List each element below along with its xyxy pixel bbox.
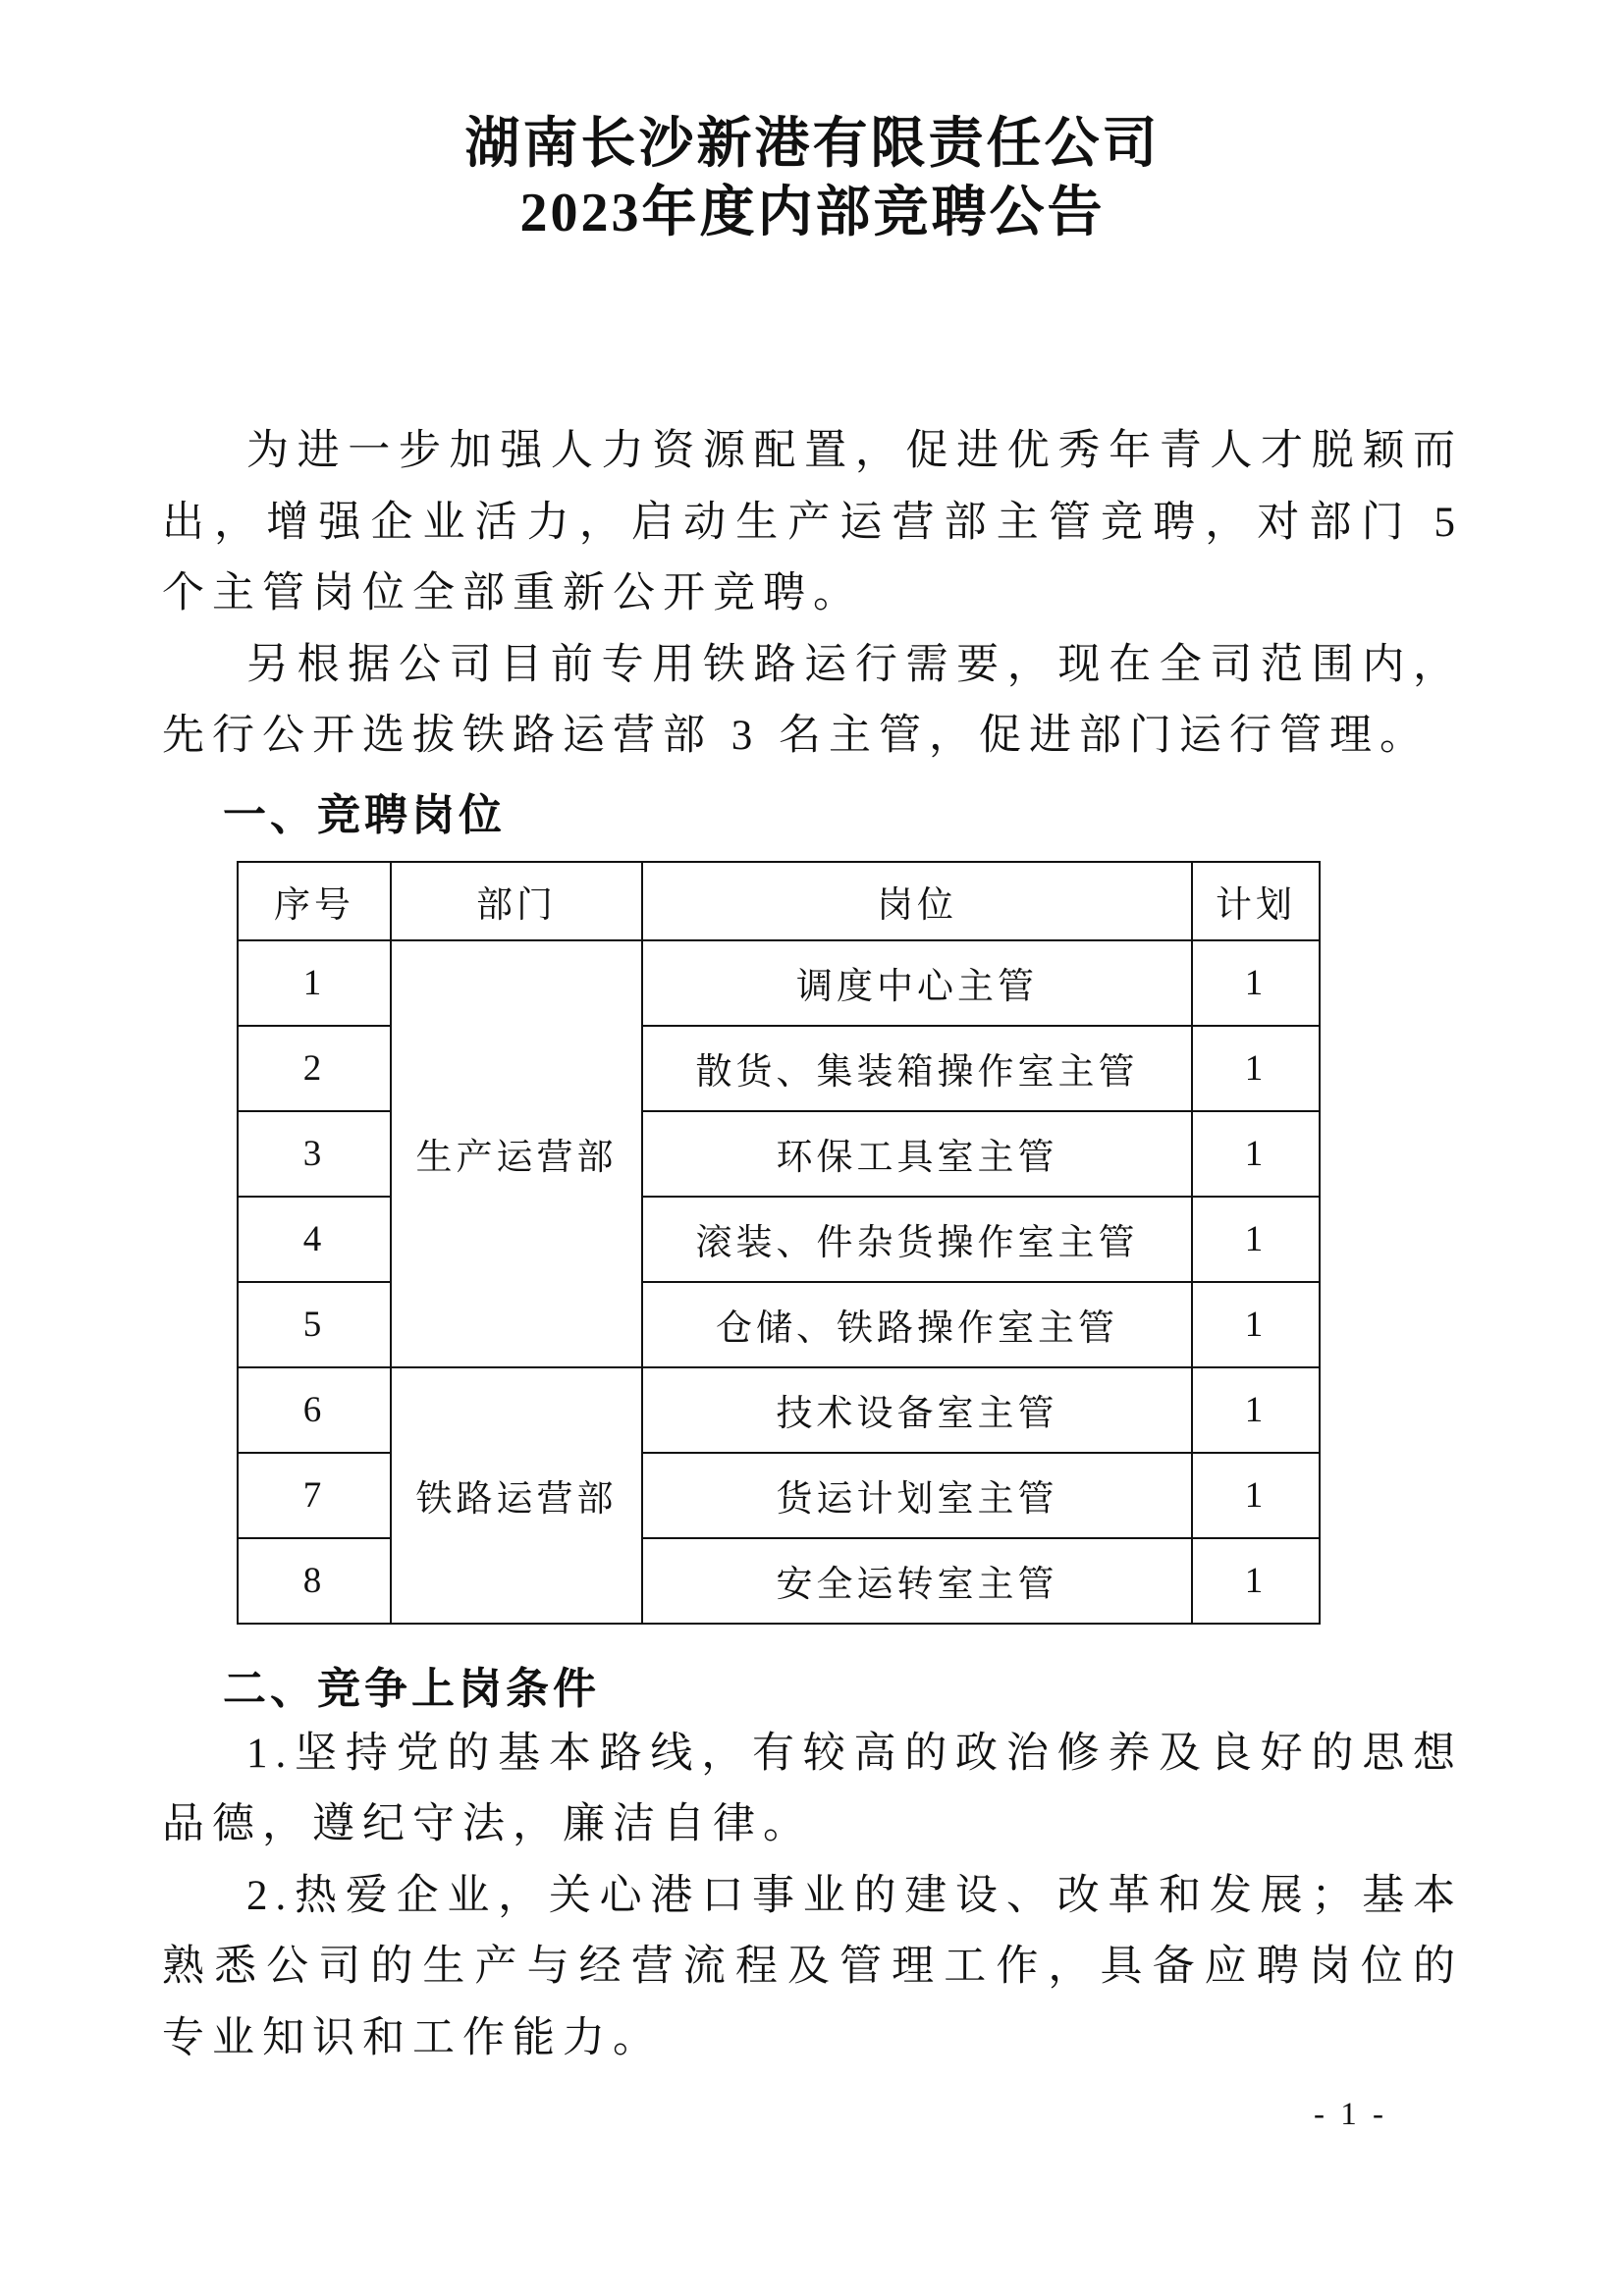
- table-cell-position: 仓储、铁路操作室主管: [642, 1282, 1192, 1367]
- condition-item-2: 2.热爱企业，关心港口事业的建设、改革和发展；基本熟悉公司的生产与经营流程及管理工作，具备应聘岗位的专业知识和工作能力。: [162, 1872, 1463, 2061]
- table-cell-no: 4: [238, 1197, 391, 1282]
- table-cell-plan: 1: [1192, 940, 1320, 1026]
- table-cell-position: 滚装、件杂货操作室主管: [642, 1197, 1192, 1282]
- table-cell-no: 1: [238, 940, 391, 1026]
- table-cell-plan: 1: [1192, 1026, 1320, 1111]
- section-1-heading: 一、竞聘岗位: [223, 790, 506, 839]
- table-row: [238, 940, 1320, 1026]
- column-header-plan: 计划: [1192, 862, 1320, 940]
- table-cell-plan: 1: [1192, 1111, 1320, 1197]
- positions-table: [237, 861, 1321, 1625]
- condition-item-1: 1.坚持党的基本路线，有较高的政治修养及良好的思想品德，遵纪守法，廉洁自律。: [162, 1730, 1463, 1847]
- column-header-no: 序号: [238, 862, 391, 940]
- table-cell-plan: 1: [1192, 1538, 1320, 1624]
- page-number: - 1 -: [1314, 2097, 1387, 2132]
- table-cell-no: 2: [238, 1026, 391, 1111]
- section-2-heading: 二、竞争上岗条件: [223, 1664, 600, 1713]
- table-cell-no: 7: [238, 1453, 391, 1538]
- title-line-2: 2023年度内部竞聘公告: [519, 183, 1106, 243]
- intro-paragraph-2: 另根据公司目前专用铁路运行需要，现在全司范围内，先行公开选拔铁路运营部 3 名主管，促进部门运行管理。: [162, 641, 1463, 759]
- title-line-1: 湖南长沙新港有限责任公司: [464, 114, 1161, 175]
- intro-paragraph-1: 为进一步加强人力资源配置，促进优秀年青人才脱颖而出，增强企业活力，启动生产运营部主管竞聘，对部门 5 个主管岗位全部重新公开竞聘。: [162, 428, 1463, 616]
- table-cell-position: 散货、集装箱操作室主管: [642, 1026, 1192, 1111]
- title-spacer: [162, 247, 1463, 416]
- table-cell-plan: 1: [1192, 1367, 1320, 1453]
- column-header-department: 部门: [391, 862, 642, 940]
- table-cell-position: 技术设备室主管: [642, 1367, 1192, 1453]
- table-cell-position: 货运计划室主管: [642, 1453, 1192, 1538]
- document-content: [162, 110, 1463, 2074]
- table-cell-no: 5: [238, 1282, 391, 1367]
- table-cell-department-railway: 铁路运营部: [391, 1367, 642, 1624]
- table-row: [238, 1367, 1320, 1453]
- table-header-row: [238, 862, 1320, 940]
- table-cell-plan: 1: [1192, 1453, 1320, 1538]
- table-cell-plan: 1: [1192, 1197, 1320, 1282]
- table-cell-position: 安全运转室主管: [642, 1538, 1192, 1624]
- table-cell-position: 环保工具室主管: [642, 1111, 1192, 1197]
- table-cell-department-production: 生产运营部: [391, 940, 642, 1367]
- table-cell-plan: 1: [1192, 1282, 1320, 1367]
- table-cell-position: 调度中心主管: [642, 940, 1192, 1026]
- table-cell-no: 8: [238, 1538, 391, 1624]
- document-title: [162, 110, 1463, 247]
- table-cell-no: 6: [238, 1367, 391, 1453]
- table-cell-no: 3: [238, 1111, 391, 1197]
- column-header-position: 岗位: [642, 862, 1192, 940]
